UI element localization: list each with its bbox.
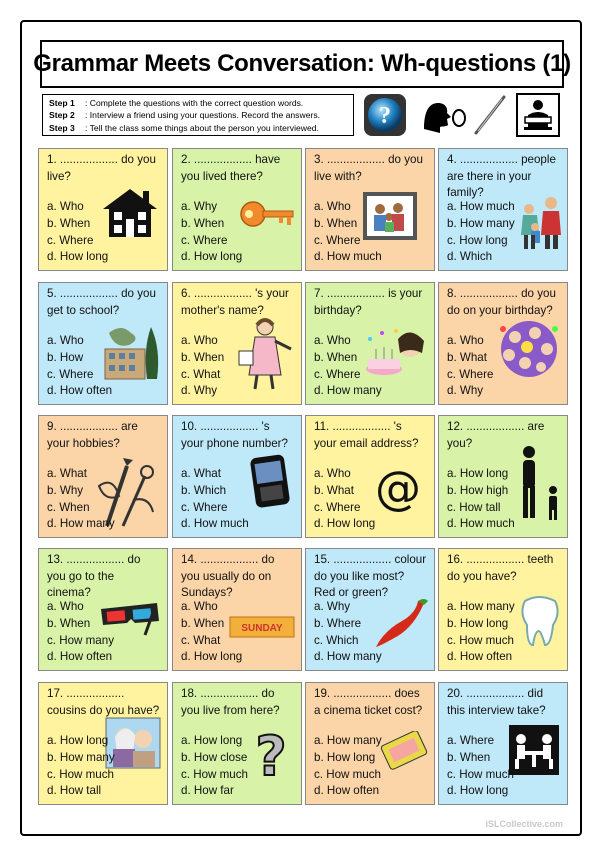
instructions-box: [42, 94, 354, 136]
question-text: 9. .................. are your hobbies?: [47, 420, 138, 450]
answer-options: [47, 333, 112, 400]
question-text: 7. .................. is your birthday?: [314, 287, 423, 317]
answer-option: b. When: [181, 350, 225, 364]
answer-option: c. Where: [181, 233, 228, 247]
answer-option: c. What: [181, 367, 221, 381]
answer-option: d. Why: [181, 384, 218, 398]
family-icon: [511, 195, 567, 251]
svg-text:?: ?: [255, 727, 287, 783]
answer-option: a. Who: [314, 334, 351, 348]
answer-option: b. How long: [447, 616, 509, 630]
question-text: 19. .................. does a cinema ticket cost?: [314, 687, 423, 717]
answer-option: c. Where: [314, 233, 361, 247]
watermark: iSLCollective.com: [485, 819, 563, 829]
answer-option: c. How much: [47, 767, 115, 781]
answer-option: b. How long: [314, 750, 376, 764]
answer-option: d. How often: [47, 650, 113, 664]
party-icon: [495, 319, 563, 379]
answer-option: c. Which: [314, 633, 359, 647]
answer-option: a. How many: [314, 734, 382, 748]
answer-options: [447, 199, 515, 266]
question-card: [172, 148, 302, 271]
answer-options: [181, 466, 249, 533]
answer-option: d. How tall: [47, 784, 102, 798]
question-card: [305, 282, 435, 405]
answer-option: c. When: [47, 500, 90, 514]
answer-option: b. When: [47, 216, 91, 230]
question-text: 18. .................. do you live from here?: [181, 687, 280, 717]
question-card: [38, 682, 168, 805]
question-text: 20. .................. did this interview take?: [447, 687, 546, 717]
answer-option: b. How: [47, 350, 84, 364]
question-card: [438, 415, 568, 538]
answer-option: a. Who: [47, 200, 84, 214]
answer-options: [47, 466, 115, 533]
question-text: 8. .................. do you do on your birthday?: [447, 287, 556, 317]
step-row: [49, 122, 347, 134]
answer-option: c. Where: [314, 500, 361, 514]
answer-option: b. When: [181, 216, 225, 230]
answer-option: d. How often: [447, 650, 513, 664]
question-text: 1. .................. do you live?: [47, 153, 156, 183]
step-label: Step 1: [49, 98, 75, 108]
answer-option: c. How many: [47, 633, 115, 647]
question-card: [172, 415, 302, 538]
question-card: [305, 415, 435, 538]
step-text: : Interview a friend using your questions. Record the answers.: [85, 110, 321, 121]
svg-text:@: @: [375, 464, 421, 512]
tooth-icon: [519, 595, 561, 647]
answer-option: b. When: [314, 216, 358, 230]
key-icon: [239, 199, 295, 229]
title-box: [33, 40, 571, 88]
step-text: : Complete the questions with the correct question words.: [85, 98, 304, 108]
answer-option: d. How long: [181, 250, 243, 264]
question-card: [438, 282, 568, 405]
answer-option: c. Where: [447, 367, 494, 381]
answer-option: b. Why: [47, 483, 84, 497]
height-icon: [513, 444, 565, 524]
answer-option: a. Who: [181, 334, 218, 348]
answer-option: c. How long: [447, 233, 508, 247]
question-card: [38, 415, 168, 538]
answer-option: a. How long: [47, 734, 109, 748]
answer-option: c. How much: [447, 767, 515, 781]
sunday-label: SUNDAY: [241, 623, 283, 634]
step-label: Step 3: [49, 122, 75, 133]
answer-option: a. How many: [447, 600, 515, 614]
answer-option: a. How much: [447, 200, 515, 214]
question-text: 2. .................. have you lived there?: [181, 153, 281, 183]
answer-option: a. What: [47, 467, 87, 481]
answer-option: a. How long: [447, 467, 509, 481]
answer-option: b. When: [181, 616, 225, 630]
answer-option: a. Who: [47, 600, 84, 614]
answer-option: a. Who: [181, 600, 218, 614]
question-text: 5. .................. do you get to school?: [47, 287, 156, 317]
answer-option: d. How often: [314, 784, 380, 798]
answer-option: c. How much: [447, 633, 515, 647]
answer-option: a. How long: [181, 734, 243, 748]
question-card: [305, 148, 435, 271]
speaking-head-icon: [420, 93, 468, 137]
answer-option: d. How much: [447, 517, 515, 531]
answer-option: a. Where: [447, 734, 495, 748]
question-card: [172, 548, 302, 671]
answer-option: d. Why: [447, 384, 484, 398]
page-title: Grammar Meets Conversation: Wh-questions (1): [33, 50, 571, 77]
answer-options: [181, 333, 224, 400]
answer-option: a. Who: [314, 200, 351, 214]
step-text: : Tell the class some things about the person you interviewed.: [85, 122, 319, 133]
answer-option: b. When: [447, 750, 491, 764]
answer-option: c. Where: [47, 367, 94, 381]
answer-option: d. How much: [181, 517, 249, 531]
answer-option: b. What: [447, 350, 487, 364]
answer-option: d. How far: [181, 784, 234, 798]
answer-option: c. Where: [47, 233, 94, 247]
answer-options: [181, 199, 242, 266]
question-card: [38, 148, 168, 271]
question-text: 6. .................. 's your mother's name?: [181, 287, 289, 317]
question-text: 11. .................. 's your email address?: [314, 420, 419, 450]
svg-text:?: ?: [379, 103, 391, 129]
question-card: [438, 148, 568, 271]
answer-option: d. How much: [314, 250, 382, 264]
answer-options: [447, 333, 493, 400]
question-card: [38, 548, 168, 671]
question-text: 15. .................. colour do you like most? Red or green?: [314, 553, 427, 600]
answer-options: [447, 733, 514, 800]
answer-option: a. Who: [314, 467, 351, 481]
question-text: 12. .................. are you?: [447, 420, 545, 450]
question-mark-icon: [249, 727, 293, 783]
answer-option: c. Where: [181, 500, 228, 514]
answer-option: d. Which: [447, 250, 493, 264]
answer-option: c. Where: [314, 367, 361, 381]
question-card: [172, 282, 302, 405]
phone-icon: [247, 454, 295, 508]
answer-options: [314, 333, 382, 400]
answer-option: a. What: [181, 467, 221, 481]
reading-icon: [516, 93, 560, 137]
answer-option: b. When: [314, 350, 358, 364]
answer-option: d. How many: [314, 650, 382, 664]
answer-option: b. Which: [181, 483, 227, 497]
answer-option: b. When: [47, 616, 91, 630]
answer-option: a. Why: [181, 200, 218, 214]
answer-option: d. How often: [47, 384, 113, 398]
answer-options: [447, 466, 515, 533]
question-text: 14. .................. do you usually do on Sundays?: [181, 553, 275, 600]
interview-icon: [509, 725, 559, 775]
answer-options: [181, 599, 242, 666]
answer-option: c. How much: [314, 767, 382, 781]
question-card: [305, 682, 435, 805]
question-text: 3. .................. do you live with?: [314, 153, 423, 183]
answer-option: d. How long: [47, 250, 109, 264]
answer-option: b. How close: [181, 750, 248, 764]
question-text: 13. .................. do you go to the cinema?: [47, 553, 141, 600]
step-row: [49, 109, 347, 121]
answer-option: b. Where: [314, 616, 362, 630]
answer-options: [314, 199, 382, 266]
answer-option: d. How long: [447, 784, 509, 798]
answer-option: d. How long: [314, 517, 376, 531]
answer-options: [314, 466, 375, 533]
question-card: [438, 548, 568, 671]
answer-option: d. How many: [47, 517, 115, 531]
house-icon: [99, 185, 161, 239]
answer-option: b. What: [314, 483, 354, 497]
answer-option: b. How many: [47, 750, 115, 764]
question-card: [172, 682, 302, 805]
step-row: [49, 97, 347, 109]
question-button-icon: [363, 93, 407, 137]
answer-option: b. How high: [447, 483, 509, 497]
chili-icon: [374, 597, 430, 651]
answer-options: [47, 733, 115, 800]
ticket-icon: [380, 731, 430, 771]
question-card: [438, 682, 568, 805]
answer-option: d. How many: [314, 384, 382, 398]
answer-options: [314, 733, 382, 800]
question-card: [38, 282, 168, 405]
answer-options: [181, 733, 248, 800]
answer-option: c. How tall: [447, 500, 501, 514]
mother-icon: [229, 317, 295, 391]
at-icon: [372, 464, 424, 512]
answer-option: d. How long: [181, 650, 243, 664]
answer-option: a. Who: [447, 334, 484, 348]
answer-option: b. How many: [447, 216, 515, 230]
question-text: 17. .................. cousins do you have?: [47, 687, 160, 717]
step-label: Step 2: [49, 110, 75, 121]
answer-option: c. What: [181, 633, 221, 647]
answer-options: [47, 199, 108, 266]
pen-icon: [470, 93, 510, 137]
question-card: [305, 548, 435, 671]
answer-option: c. How much: [181, 767, 249, 781]
answer-options: [47, 599, 114, 666]
answer-option: a. Why: [314, 600, 351, 614]
question-text: 16. .................. teeth do you have?: [447, 553, 554, 583]
answer-option: a. Who: [47, 334, 84, 348]
answer-options: [447, 599, 515, 666]
question-text: 10. .................. 's your phone number?: [181, 420, 288, 450]
question-text: 4. .................. people are there in your family?: [447, 153, 556, 200]
answer-options: [314, 599, 382, 666]
